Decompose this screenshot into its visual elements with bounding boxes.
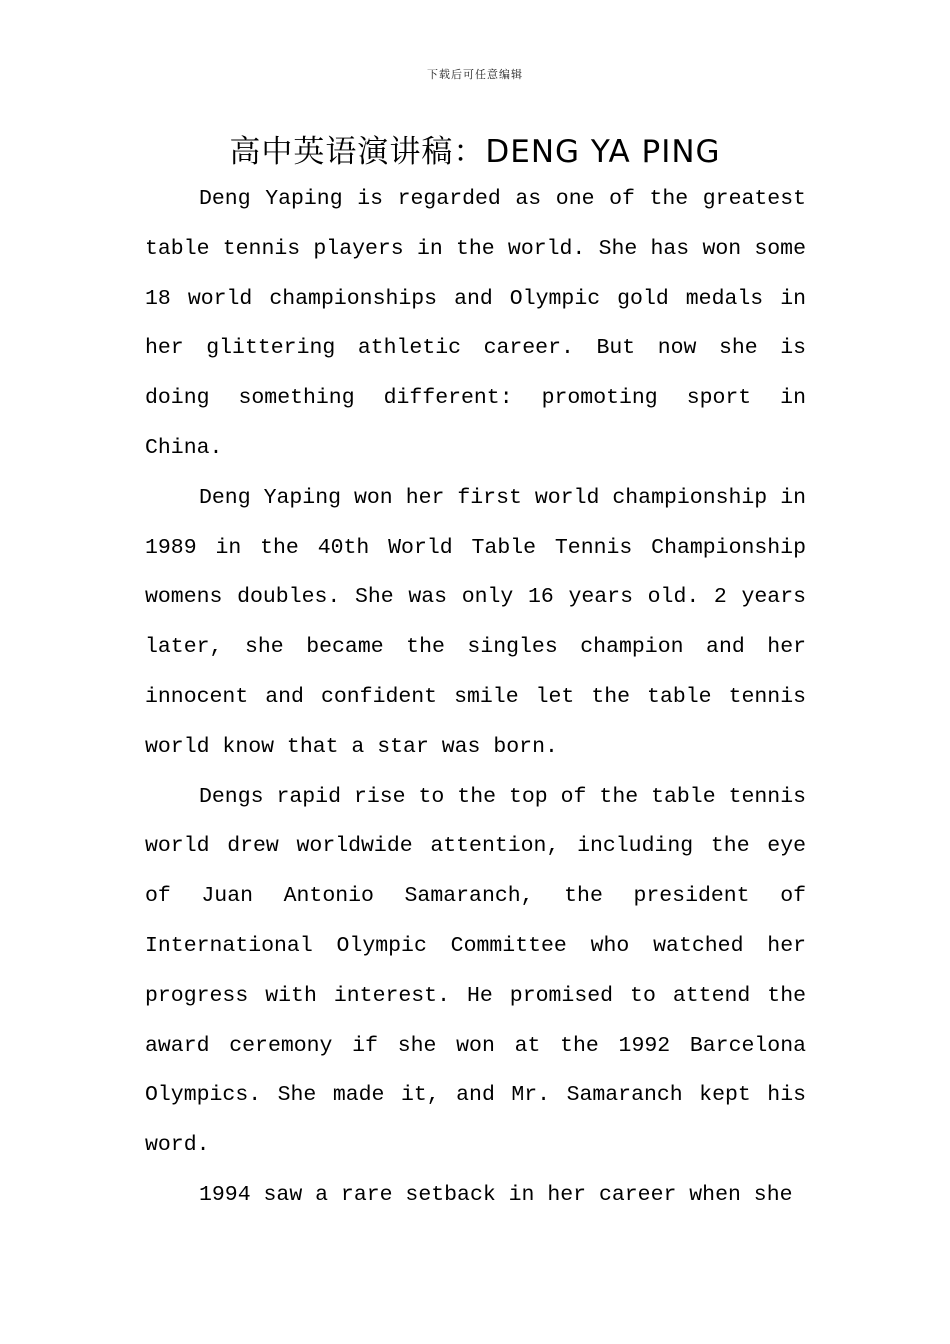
paragraph-1: Deng Yaping is regarded as one of the greatest table tennis players in the world. She has won some 18 world championships and Olympic gold medals in her glittering athletic career. But now she is doing something different: promoting sport in China. bbox=[145, 187, 806, 460]
document-body bbox=[145, 175, 806, 1221]
document-title: 高中英语演讲稿：DENG YA PING bbox=[229, 134, 721, 170]
paragraph-3: Dengs rapid rise to the top of the table tennis world drew worldwide attention, including the eye of Juan Antonio Samaranch, the president of International Olympic Committee who watched her progress with interest. He promised to attend the award ceremony if she won at the 1992 Barcelona Olympics. She made it, and Mr. Samaranch kept his word. bbox=[145, 784, 806, 1158]
paragraph-4: 1994 saw a rare setback in her career when she bbox=[199, 1182, 793, 1207]
paragraph-2: Deng Yaping won her first world championship in 1989 in the 40th World Table Tennis Championship womens doubles. She was only 16 years old. 2 years later, she became the singles champion and her innocent and confident smile let the table tennis world know that a star was born. bbox=[145, 485, 806, 759]
header-note: 下载后可任意编辑 bbox=[427, 68, 523, 81]
